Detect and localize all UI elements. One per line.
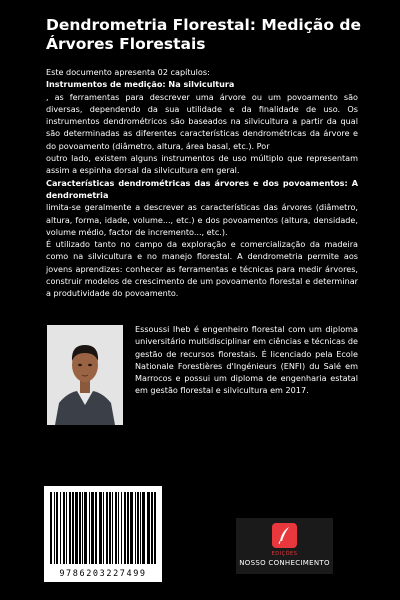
description — [46, 66, 358, 300]
section1-paragraph-1: , as ferramentas para descrever uma árvore ou um povoamento são diversas, dependendo da sua utilidade e da finalidade de uso. Os instrumentos dendrométricos são baseados na silvicultura a partir da qual são determinadas as diferentes características dendrométricas da árvore e do povoamento (diâmetro, altura, área basal, etc.). Por — [46, 91, 358, 151]
barcode-bars-icon — [44, 486, 162, 568]
book-title: Dendrometria Florestal: Medição de Árvores Florestais — [46, 16, 362, 53]
author-portrait-icon — [47, 325, 123, 425]
publisher-name: NOSSO CONHECIMENTO — [239, 559, 330, 567]
section2-heading: Características dendrométricas das árvores e dos povoamentos: A dendrometria — [46, 177, 358, 200]
quill-icon — [272, 523, 297, 548]
author-photo — [47, 325, 123, 425]
isbn-barcode — [44, 486, 162, 582]
publisher-logo — [236, 518, 333, 574]
section1-paragraph-2: outro lado, existem alguns instrumentos de uso múltiplo que representam assim a espinha dorsal da silvicultura em geral. — [46, 153, 358, 176]
section2-paragraph-2: É utilizado tanto no campo da exploração e comercialização da madeira como na silvicultura e no manejo florestal. A dendrometria permite aos jovens aprendizes: conhecer as ferramentas e técnicas para medir árvores, construir modelos de crescimento de um povoamento florestal e determinar a produtividade do povoamento. — [46, 239, 358, 299]
section2-paragraph-1: limita-se geralmente a descrever as características das árvores (diâmetro, altura, forma, idade, volume..., etc.) e dos povoamentos (altura, densidade, volume médio, factor de incremento..., etc.). — [46, 202, 358, 237]
author-bio: Essoussi Iheb é engenheiro florestal com um diploma universitário multidisciplinar em ciências e técnicas de gestão de recursos florestais. É licenciado pela Ecole Nationale Forestières d'Ingénieurs (ENFI) du Salé em Marrocos e possui um diploma de engenharia estatal em gestão florestal e silvicultura em 2017. — [135, 324, 358, 396]
publisher-small-label: EDIÇÕES — [271, 551, 298, 557]
isbn-digits: 9786203227499 — [59, 569, 147, 579]
section1-heading: Instrumentos de medição: Na silvicultura — [46, 79, 235, 90]
intro-text: Este documento apresenta 02 capítulos: — [46, 67, 210, 77]
